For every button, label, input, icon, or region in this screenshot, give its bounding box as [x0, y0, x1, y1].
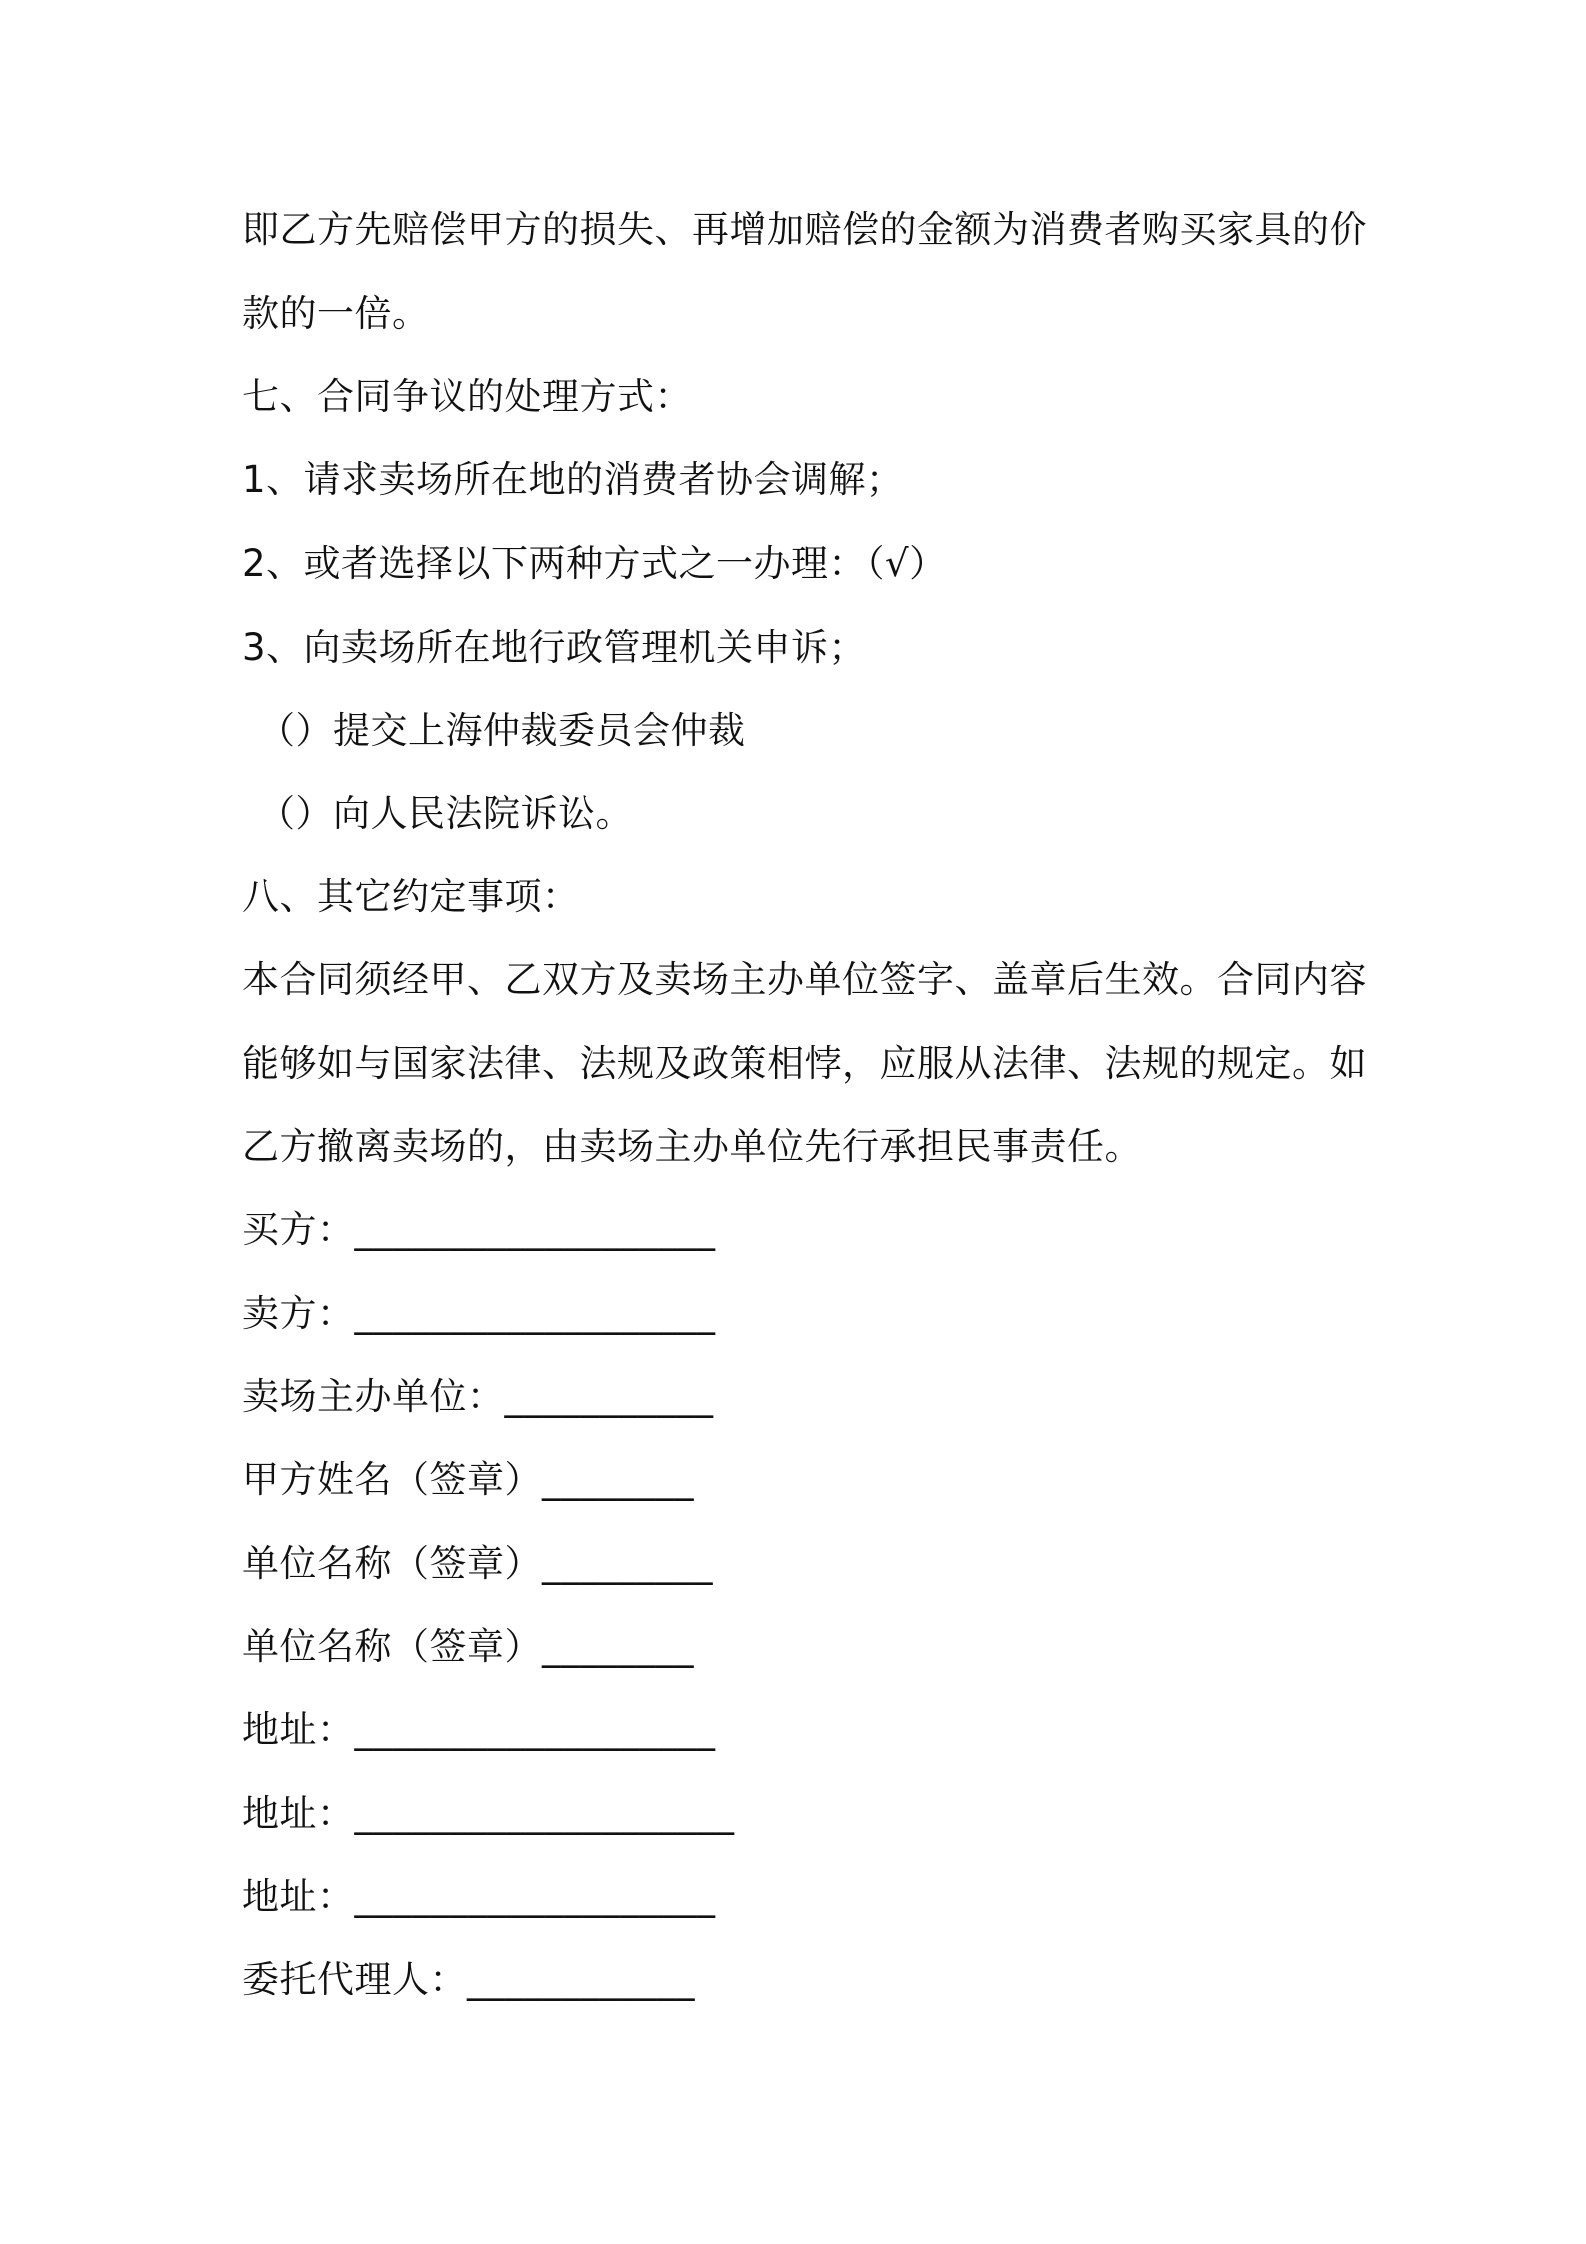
section-heading-eight: 八、其它约定事项：: [242, 875, 580, 918]
agent-field: 委托代理人：____________: [242, 1958, 695, 2001]
signature-field-organizer: 卖场主办单位：___________: [242, 1375, 714, 1418]
list-item: 2、或者选择以下两种方式之一办理：（√）: [242, 542, 947, 585]
option-item: （）向人民法院诉讼。: [258, 792, 633, 835]
text-line: 乙方撤离卖场的，由卖场主办单位先行承担民事责任。: [242, 1125, 1142, 1168]
text-line: 款的一倍。: [242, 292, 430, 335]
address-field: 地址：____________________: [242, 1792, 735, 1835]
text-line: 即乙方先赔偿甲方的损失、再增加赔偿的金额为消费者购买家具的价: [242, 208, 1367, 251]
address-field: 地址：___________________: [242, 1875, 716, 1918]
list-item: 1、请求卖场所在地的消费者协会调解；: [242, 458, 904, 501]
list-item: 3、向卖场所在地行政管理机关申诉；: [242, 626, 867, 669]
signature-field-unit: 单位名称（签章）_________: [242, 1542, 713, 1585]
option-item: （）提交上海仲裁委员会仲裁: [258, 709, 746, 752]
address-field: 地址：___________________: [242, 1708, 716, 1751]
text-line: 本合同须经甲、乙双方及卖场主办单位签字、盖章后生效。合同内容: [242, 958, 1367, 1001]
signature-field-unit: 单位名称（签章）________: [242, 1625, 694, 1668]
text-line: 能够如与国家法律、法规及政策相悖，应服从法律、法规的规定。如: [242, 1042, 1367, 1085]
signature-field-buyer: 买方：___________________: [242, 1208, 716, 1251]
signature-field-party-a: 甲方姓名（签章）________: [242, 1458, 694, 1501]
section-heading-seven: 七、合同争议的处理方式：: [242, 375, 692, 418]
signature-field-seller: 卖方：___________________: [242, 1292, 716, 1335]
